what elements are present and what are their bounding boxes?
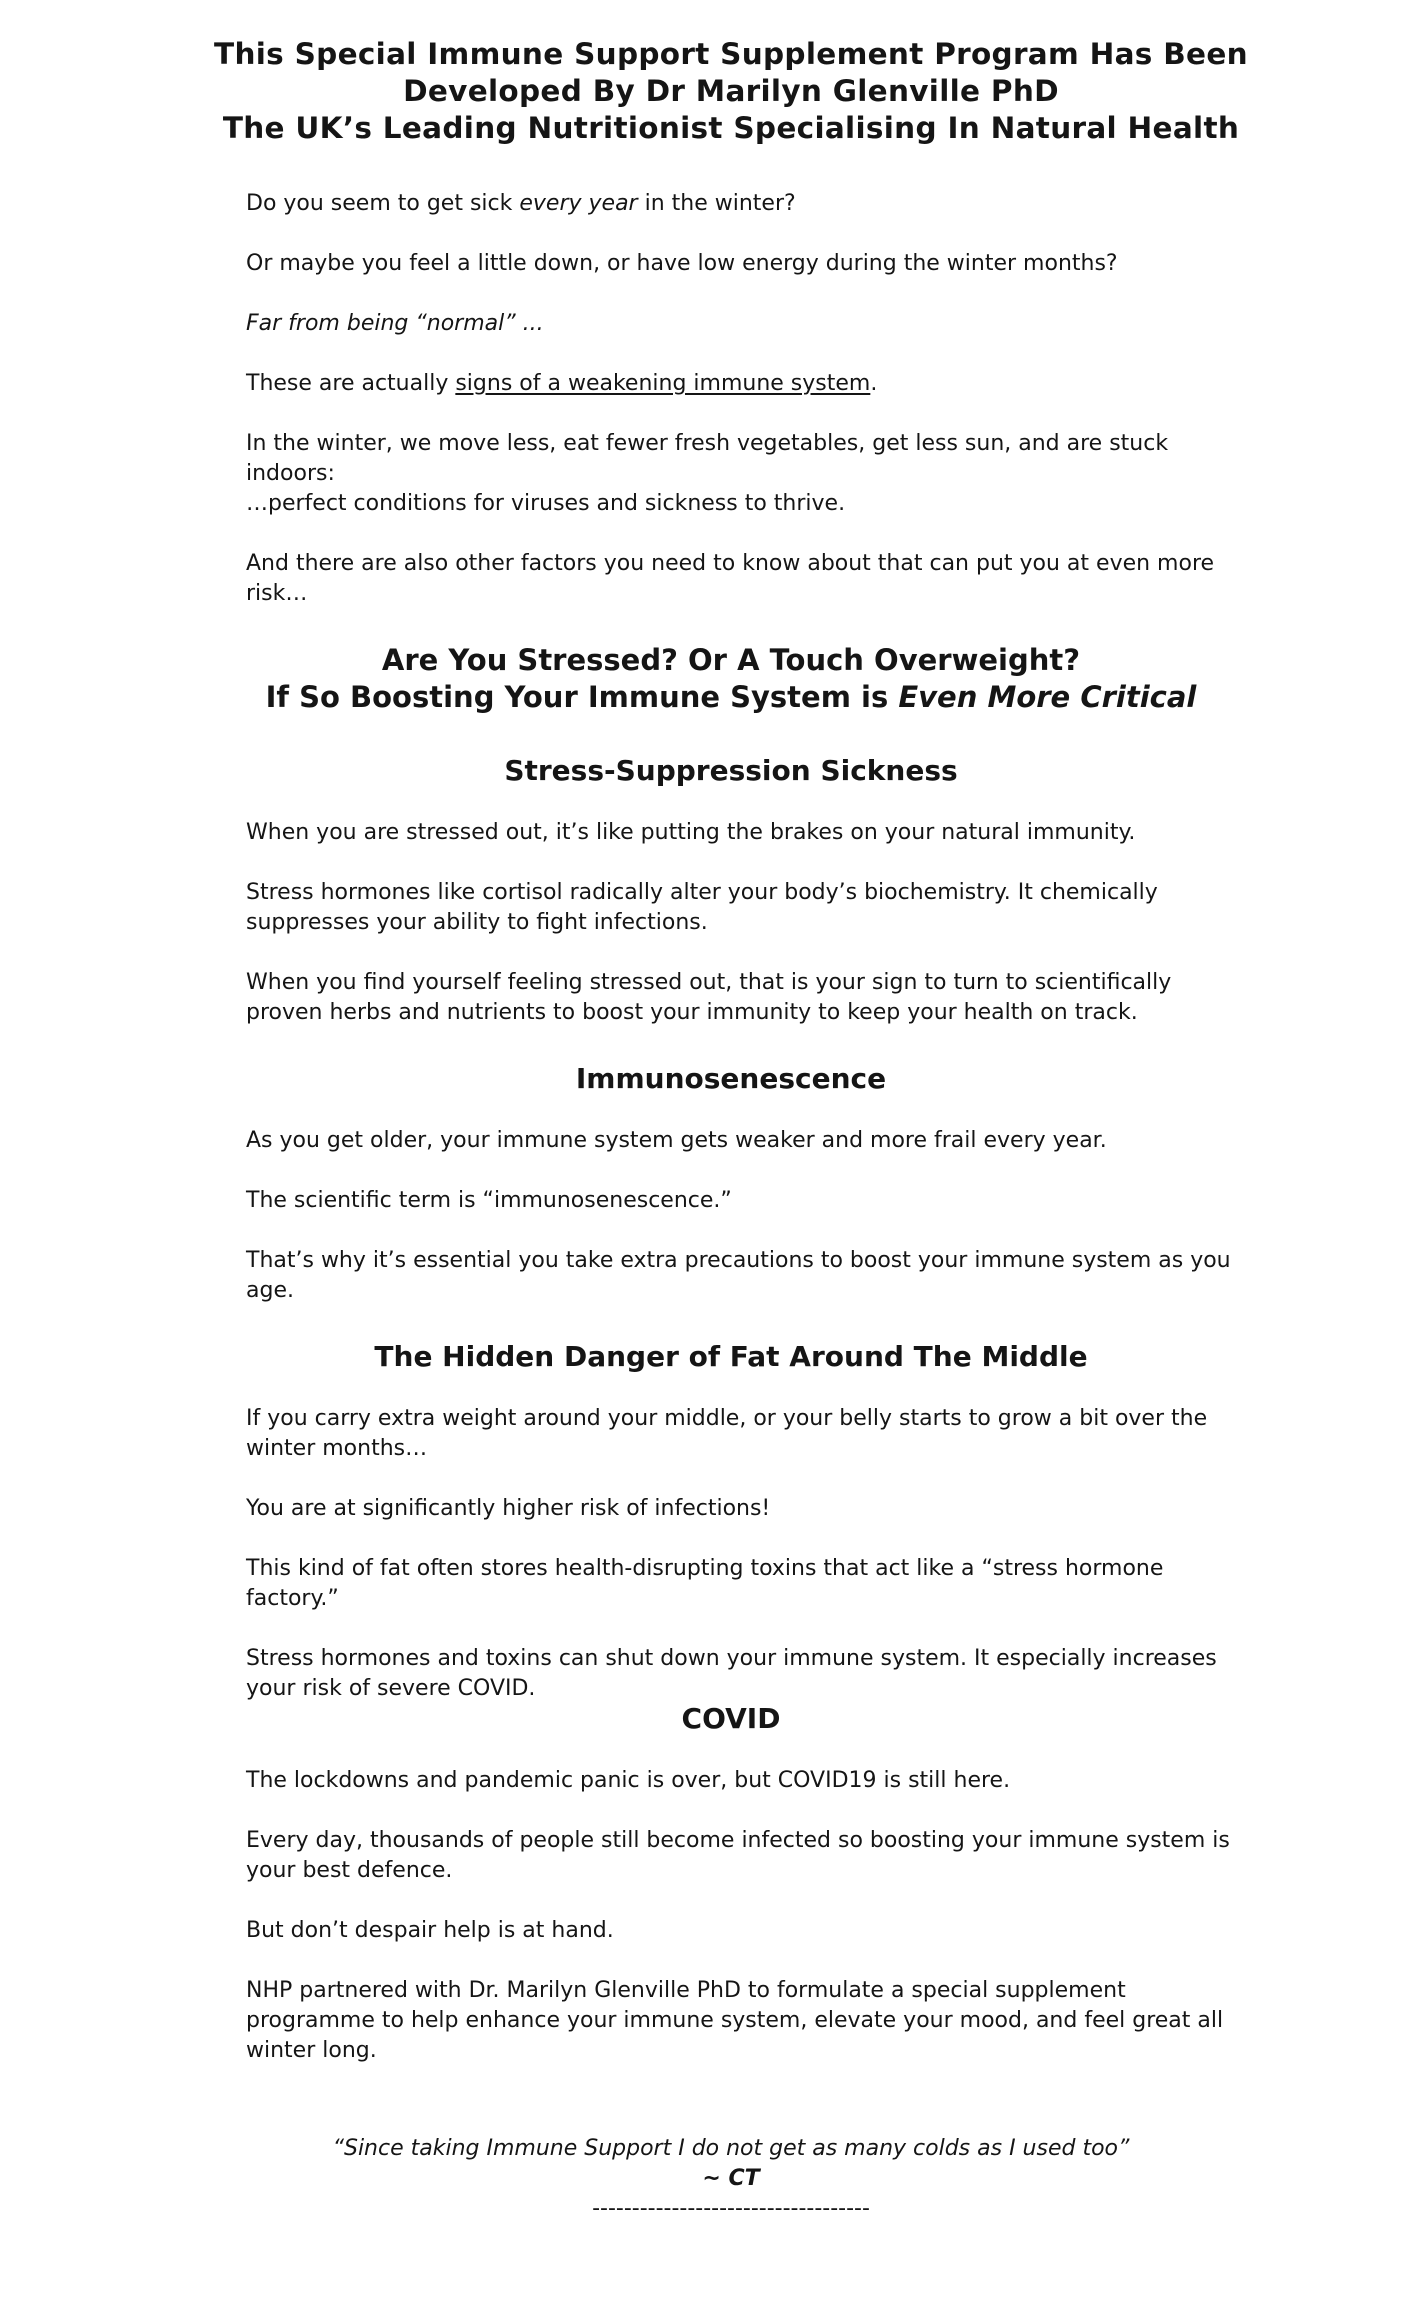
immuno-paragraph-1: As you get older, your immune system gets weaker and more frail every year. [246,1128,1107,1153]
fat-paragraph-3: This kind of fat often stores health-disrupting toxins that act like a “stress hormone factory.” [246,1556,1164,1611]
covid-paragraph-3: But don’t despair help is at hand. [246,1918,614,1943]
intro-paragraph-1 [246,189,1236,219]
title-line-3: The UK’s Leading Nutritionist Specialising In Natural Health [222,111,1240,145]
immuno-paragraph-3: That’s why it’s essential you take extra precautions to boost your immune system as you age. [246,1248,1231,1303]
stress-paragraph-1: When you are stressed out, it’s like putting the brakes on your natural immunity. [246,820,1136,845]
fat-paragraph-4: Stress hormones and toxins can shut down your immune system. It especially increases your risk of severe COVID. [246,1646,1217,1701]
covid-paragraph-4: NHP partnered with Dr. Marilyn Glenville PhD to formulate a special supplement programme to help enhance your immune system, elevate your mood, and feel great all winter long. [246,1978,1224,2063]
intro-p1-emphasis: every year [519,191,638,216]
testimonial-author: ~ CT [702,2166,760,2191]
intro-p5-text-a: In the winter, we move less, eat fewer fresh vegetables, get less sun, and are stuck indoors: [246,431,1169,486]
intro-paragraph-5 [246,429,1236,519]
testimonial [180,2134,1282,2224]
fat-paragraph-1: If you carry extra weight around your middle, or your belly starts to grow a bit over the winter months… [246,1406,1208,1461]
intro-paragraph-4 [246,369,1236,399]
stress-heading-line-2-text: If So Boosting Your Immune System is [265,680,899,714]
intro-paragraph-2: Or maybe you feel a little down, or have low energy during the winter months? [246,251,1118,276]
intro-p5-text-b: …perfect conditions for viruses and sickness to thrive. [246,491,846,516]
testimonial-quote: “Since taking Immune Support I do not get as many colds as I used too” [332,2136,1130,2161]
immunosenescence-heading: Immunosenescence [575,1062,887,1095]
divider: ----------------------------------- [592,2196,870,2221]
covid-section-heading: COVID [681,1702,781,1735]
stress-overweight-heading [180,642,1282,716]
intro-p1-text-b: in the winter? [637,191,796,216]
intro-p1-text-a: Do you seem to get sick [246,191,520,216]
fat-paragraph-2: You are at significantly higher risk of infections! [246,1496,771,1521]
title-line-2: Developed By Dr Marilyn Glenville PhD [403,74,1059,108]
title-line-1: This Special Immune Support Supplement Program Has Been [214,37,1248,71]
immuno-paragraph-2: The scientific term is “immunosenescence.” [246,1188,732,1213]
covid-paragraph-2: Every day, thousands of people still become infected so boosting your immune system is your best defence. [246,1828,1230,1883]
stress-heading-emphasis: Even More Critical [898,680,1197,714]
stress-heading-line-1: Are You Stressed? Or A Touch Overweight? [381,643,1081,677]
page-title [180,36,1282,147]
stress-paragraph-2: Stress hormones like cortisol radically alter your body’s biochemistry. It chemically suppresses your ability to fight infections. [246,880,1158,935]
intro-paragraph-3 [246,309,1236,339]
intro-p4-text-b: . [870,371,878,396]
immune-system-link[interactable]: signs of a weakening immune system [455,371,871,396]
covid-paragraph-1: The lockdowns and pandemic panic is over, but COVID19 is still here. [246,1768,1011,1793]
stress-heading-line-2 [180,679,1282,716]
stress-section-heading: Stress-Suppression Sickness [504,754,958,787]
intro-paragraph-6: And there are also other factors you need to know about that can put you at even more risk… [246,551,1215,606]
intro-p4-text-a: These are actually [246,371,456,396]
intro-p3-emphasis: Far from being “normal” ... [246,311,544,336]
fat-section-heading: The Hidden Danger of Fat Around The Middle [374,1340,1088,1373]
stress-paragraph-3: When you find yourself feeling stressed out, that is your sign to turn to scientifically proven herbs and nutrients to boost your immunity to keep your health on track. [246,970,1172,1025]
